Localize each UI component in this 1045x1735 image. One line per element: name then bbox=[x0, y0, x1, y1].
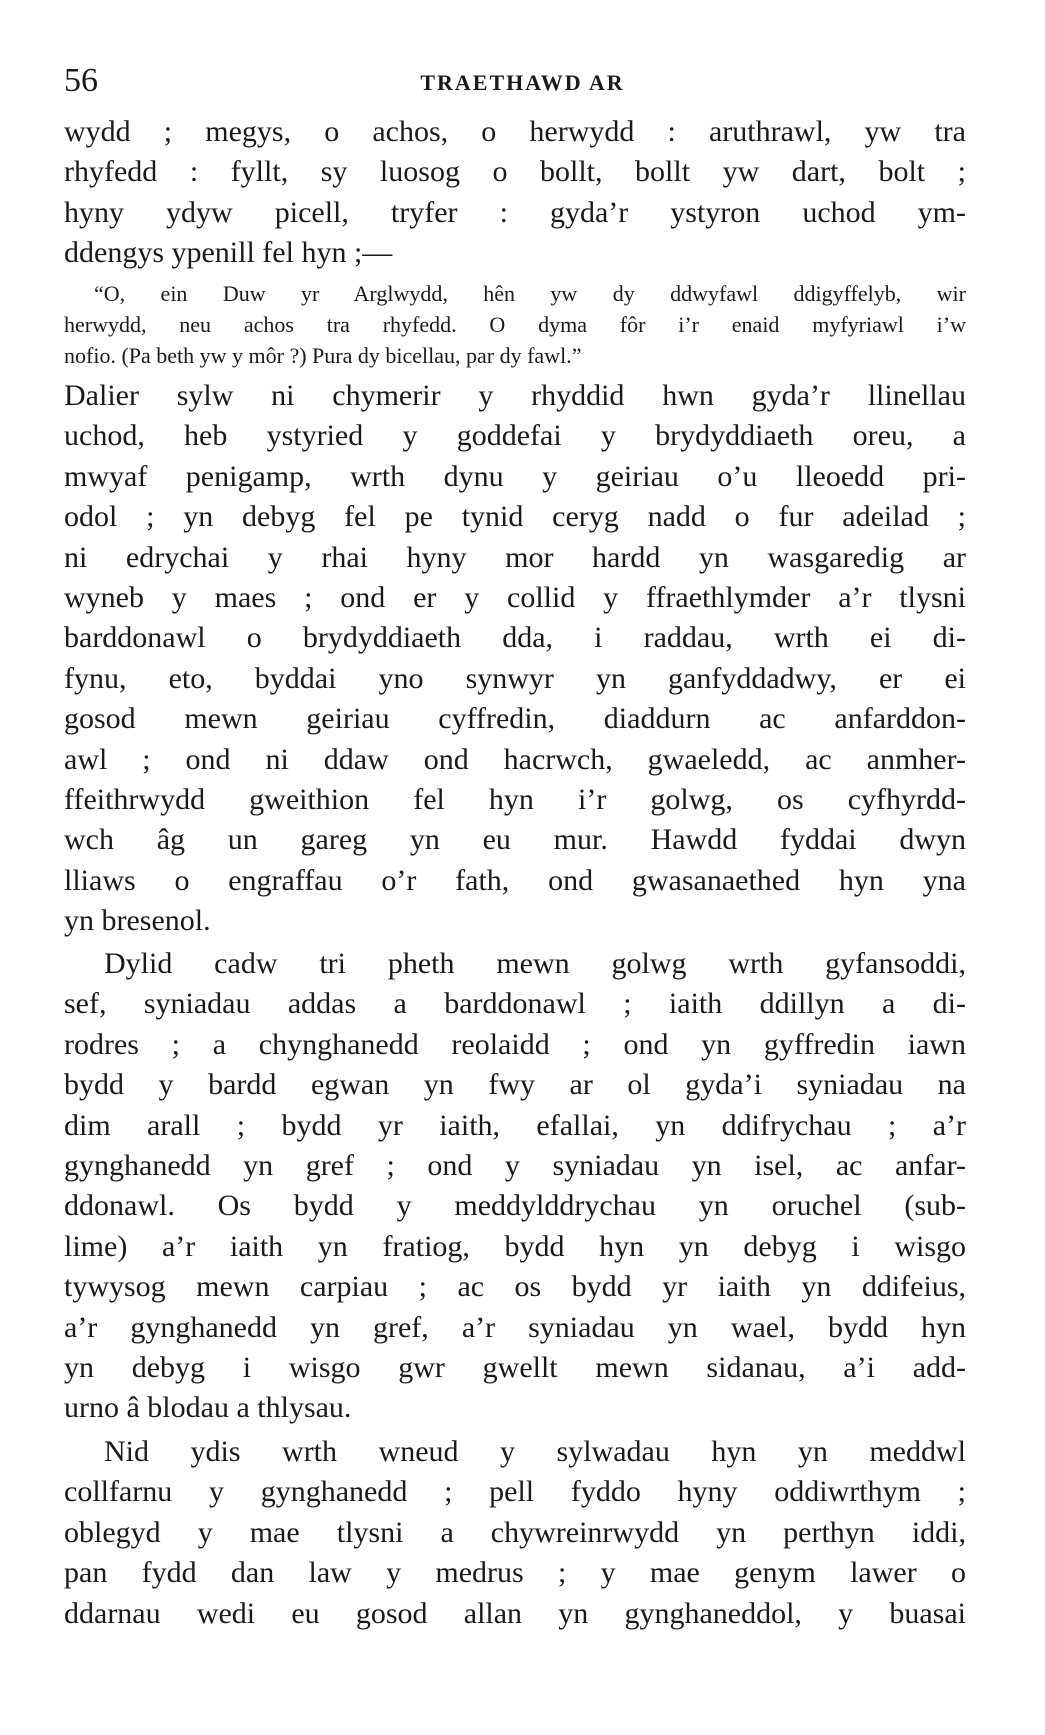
text-line: lime) a’r iaith yn fratiog, bydd hyn yn debyg i wisgo bbox=[64, 1229, 966, 1263]
paragraph-2 bbox=[64, 944, 966, 1429]
text-line: ddengys ypenill fel hyn ;— bbox=[64, 236, 393, 270]
quote-line: nofio. (Pa beth yw y môr ?) Pura dy bicellau, par dy fawl.” bbox=[64, 343, 582, 368]
page-header bbox=[64, 62, 981, 102]
text-line: yn debyg i wisgo gwr gwellt mewn sidanau, a’i add- bbox=[64, 1351, 966, 1385]
paragraph-1 bbox=[64, 376, 966, 942]
text-line: fynu, eto, byddai yno synwyr yn ganfyddadwy, er ei bbox=[64, 661, 966, 695]
text-line: dim arall ; bydd yr iaith, efallai, yn ddifrychau ; a’r bbox=[64, 1108, 966, 1142]
text-line: Nid ydis wrth wneud y sylwadau hyn yn meddwl bbox=[104, 1435, 966, 1468]
paragraph-3 bbox=[64, 1432, 966, 1634]
quote-line: “O, ein Duw yr Arglwydd, hên yw dy ddwyfawl ddigyffelyb, wir bbox=[94, 281, 966, 306]
text-line: awl ; ond ni ddaw ond hacrwch, gwaeledd, ac anmher- bbox=[64, 742, 966, 776]
text-line: ddonawl. Os bydd y meddylddrychau yn oruchel (sub- bbox=[64, 1189, 966, 1223]
text-line: mwyaf penigamp, wrth dynu y geiriau o’u lleoedd pri- bbox=[64, 459, 966, 493]
text-line: ddarnau wedi eu gosod allan yn gynghaneddol, y buasai bbox=[64, 1596, 966, 1630]
text-line: tywysog mewn carpiau ; ac os bydd yr iaith yn ddifeius, bbox=[64, 1270, 966, 1304]
text-line: rodres ; a chynghanedd reolaidd ; ond yn gyffredin iawn bbox=[64, 1027, 966, 1061]
intro-paragraph bbox=[64, 112, 966, 274]
quoted-verse bbox=[64, 278, 966, 371]
text-line: barddonawl o brydyddiaeth dda, i raddau, wrth ei di- bbox=[64, 621, 966, 655]
text-line: wyneb y maes ; ond er y collid y ffraethlymder a’r tlysni bbox=[64, 581, 966, 615]
text-line: Dylid cadw tri pheth mewn golwg wrth gyfansoddi, bbox=[104, 947, 966, 980]
text-line: wch âg un gareg yn eu mur. Hawdd fyddai dwyn bbox=[64, 823, 966, 857]
text-line: wydd ; megys, o achos, o herwydd : aruthrawl, yw tra bbox=[64, 115, 966, 148]
text-line: yn bresenol. bbox=[64, 904, 211, 938]
text-line: pan fydd dan law y medrus ; y mae genym lawer o bbox=[64, 1556, 966, 1590]
text-line: ffeithrwydd gweithion fel hyn i’r golwg, os cyfhyrdd- bbox=[64, 783, 966, 817]
text-line: gosod mewn geiriau cyffredin, diaddurn ac anfarddon- bbox=[64, 702, 966, 736]
text-line: bydd y bardd egwan yn fwy ar ol gyda’i syniadau na bbox=[64, 1068, 966, 1102]
running-title: TRAETHAWD AR bbox=[420, 70, 625, 95]
text-line: gynghanedd yn gref ; ond y syniadau yn isel, ac anfar- bbox=[64, 1149, 966, 1183]
text-line: lliaws o engraffau o’r fath, ond gwasanaethed hyn yna bbox=[64, 863, 966, 897]
text-line: hyny ydyw picell, tryfer : gyda’r ystyron uchod ym- bbox=[64, 195, 966, 229]
quote-line: herwydd, neu achos tra rhyfedd. O dyma fôr i’r enaid myfyriawl i’w bbox=[64, 312, 966, 337]
text-line: oblegyd y mae tlysni a chywreinrwydd yn perthyn iddi, bbox=[64, 1515, 966, 1549]
text-line: ni edrychai y rhai hyny mor hardd yn wasgaredig ar bbox=[64, 540, 966, 574]
text-line: a’r gynghanedd yn gref, a’r syniadau yn wael, bydd hyn bbox=[64, 1310, 966, 1344]
text-line: Dalier sylw ni chymerir y rhyddid hwn gyda’r llinellau bbox=[64, 379, 966, 412]
text-line: collfarnu y gynghanedd ; pell fyddo hyny oddiwrthym ; bbox=[64, 1475, 966, 1509]
text-line: rhyfedd : fyllt, sy luosog o bollt, bollt yw dart, bolt ; bbox=[64, 155, 966, 189]
text-line: odol ; yn debyg fel pe tynid ceryg nadd o fur adeilad ; bbox=[64, 500, 966, 534]
text-line: sef, syniadau addas a barddonawl ; iaith ddillyn a di- bbox=[64, 987, 966, 1021]
text-line: urno â blodau a thlysau. bbox=[64, 1391, 352, 1425]
page-number: 56 bbox=[64, 62, 98, 99]
text-line: uchod, heb ystyried y goddefai y brydyddiaeth oreu, a bbox=[64, 419, 966, 453]
